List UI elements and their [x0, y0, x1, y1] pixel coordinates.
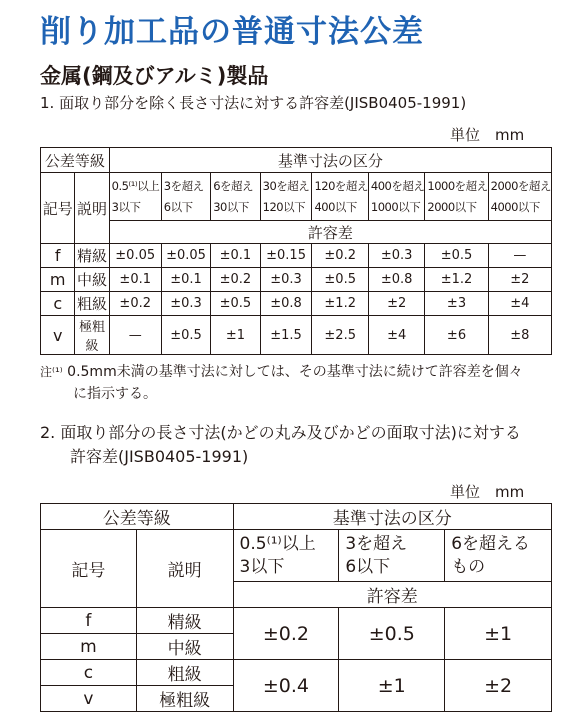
range-cell: 30を超え 120以下: [260, 173, 312, 221]
value-cell: ±0.5: [312, 268, 368, 292]
value-cell: —: [109, 316, 161, 355]
table-row: [41, 608, 552, 634]
table-row: [41, 268, 552, 292]
value-cell: ±0.1: [109, 268, 161, 292]
value-cell: ±0.2: [211, 268, 260, 292]
tolerance-table-2: [40, 503, 552, 712]
value-cell: ±1: [445, 608, 552, 660]
table-row: [41, 244, 552, 268]
value-cell: ±0.1: [211, 244, 260, 268]
value-cell: ±1.2: [425, 268, 488, 292]
value-cell: ±0.5: [339, 608, 445, 660]
value-cell: ±0.2: [233, 608, 339, 660]
range-cell: 120を超え 400以下: [312, 173, 368, 221]
value-cell: ±2: [445, 660, 552, 712]
grade-name: 極粗級: [75, 316, 109, 355]
header-symbol: 記号: [41, 173, 75, 244]
value-cell: ±4: [368, 316, 424, 355]
section1-heading: 1. 面取り部分を除く長さ寸法に対する許容差(JISB0405-1991): [40, 94, 467, 112]
header-division: 基準寸法の区分: [109, 148, 551, 173]
section2-heading-line2: 許容差(JISB0405-1991): [70, 447, 249, 466]
grade-symbol: f: [41, 608, 137, 634]
grade-name: 中級: [75, 268, 109, 292]
range-cell: 6を超え 30以下: [211, 173, 260, 221]
value-cell: ±0.8: [368, 268, 424, 292]
grade-name: 粗級: [75, 292, 109, 316]
value-cell: ±2: [368, 292, 424, 316]
grade-symbol: c: [41, 660, 137, 686]
grade-name: 精級: [75, 244, 109, 268]
value-cell: ±0.2: [312, 244, 368, 268]
range-cell: 1000を超え 2000以下: [425, 173, 488, 221]
range-cell: 2000を超え 4000以下: [488, 173, 551, 221]
table-row: [41, 660, 552, 686]
table-row: [41, 316, 552, 355]
header-description: 説明: [75, 173, 109, 244]
footnote-text-line1: 0.5mm未満の基準寸法に対しては、その基準寸法に続けて許容差を個々: [67, 364, 523, 380]
value-cell: ±0.5: [161, 316, 210, 355]
grade-symbol: m: [41, 634, 137, 660]
value-cell: ±3: [425, 292, 488, 316]
value-cell: ±6: [425, 316, 488, 355]
grade-name: 精級: [136, 608, 233, 634]
section2-heading: [40, 421, 521, 469]
header-division: 基準寸法の区分: [233, 504, 551, 530]
range-cell: 6を超える もの: [445, 530, 552, 582]
value-cell: ±4: [488, 292, 551, 316]
value-cell: ±1: [211, 316, 260, 355]
value-cell: ±0.05: [109, 244, 161, 268]
value-cell: ±0.15: [260, 244, 312, 268]
section2-unit: 単位 mm: [450, 483, 525, 501]
header-grade: 公差等級: [41, 504, 234, 530]
section2-heading-line1: 2. 面取り部分の長さ寸法(かどの丸み及びかどの面取寸法)に対する: [40, 423, 521, 442]
value-cell: ±0.4: [233, 660, 339, 712]
page-title: 削り加工品の普通寸法公差: [40, 14, 424, 50]
tolerance-table-1: [40, 147, 552, 355]
grade-symbol: c: [41, 292, 75, 316]
value-cell: ±1.2: [312, 292, 368, 316]
value-cell: ±0.8: [260, 292, 312, 316]
value-cell: ±0.05: [161, 244, 210, 268]
value-cell: ±8: [488, 316, 551, 355]
range-cell: 0.5⁽¹⁾以上 3以下: [109, 173, 161, 221]
value-cell: ±1.5: [260, 316, 312, 355]
value-cell: ±0.5: [425, 244, 488, 268]
section1-unit: 単位 mm: [450, 126, 525, 144]
value-cell: ±1: [339, 660, 445, 712]
value-cell: ±0.2: [109, 292, 161, 316]
table-row: [41, 292, 552, 316]
range-cell: 3を超え 6以下: [339, 530, 445, 582]
header-grade: 公差等級: [41, 148, 110, 173]
header-symbol: 記号: [41, 530, 137, 608]
value-cell: ±0.3: [368, 244, 424, 268]
footnote: [40, 361, 523, 405]
value-cell: ±2: [488, 268, 551, 292]
header-description: 説明: [136, 530, 233, 608]
value-cell: ±0.1: [161, 268, 210, 292]
footnote-text-line2: に指示する。: [73, 386, 157, 402]
value-cell: ±2.5: [312, 316, 368, 355]
grade-symbol: v: [41, 686, 137, 712]
header-tolerance: 許容差: [109, 221, 551, 244]
value-cell: ±0.3: [260, 268, 312, 292]
page-subtitle: 金属(鋼及びアルミ)製品: [40, 64, 269, 88]
grade-name: 極粗級: [136, 686, 233, 712]
range-cell: 0.5⁽¹⁾以上 3以下: [233, 530, 339, 582]
value-cell: —: [488, 244, 551, 268]
grade-name: 粗級: [136, 660, 233, 686]
grade-symbol: f: [41, 244, 75, 268]
value-cell: ±0.3: [161, 292, 210, 316]
header-tolerance: 許容差: [233, 582, 551, 608]
grade-symbol: m: [41, 268, 75, 292]
range-cell: 3を超え 6以下: [161, 173, 210, 221]
grade-name: 中級: [136, 634, 233, 660]
value-cell: ±0.5: [211, 292, 260, 316]
grade-symbol: v: [41, 316, 75, 355]
range-cell: 400を超え 1000以下: [368, 173, 424, 221]
footnote-label: 注⁽¹⁾: [40, 365, 63, 379]
